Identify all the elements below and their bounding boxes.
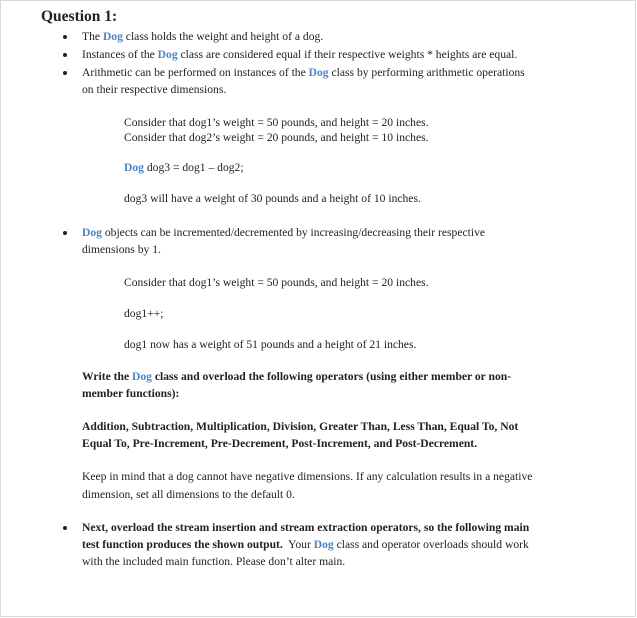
- dog-class-name: Dog: [132, 370, 152, 383]
- example-2-code: dog1++;: [124, 307, 164, 320]
- write-instruction-continuation: member functions):: [82, 387, 180, 400]
- dog-class-name: Dog: [124, 161, 144, 174]
- dog-class-name: Dog: [102, 30, 123, 43]
- bullet-icon: [63, 53, 67, 57]
- example-2-result: dog1 now has a weight of 51 pounds and a height of 21 inches.: [124, 338, 417, 351]
- question-title: Question 1:: [41, 8, 118, 25]
- example-1-line-1: Consider that dog1’s weight = 50 pounds, and height = 20 inches.: [124, 116, 429, 129]
- last-bullet-line-2: test function produces the shown output. Your Dog class and operator overloads should work: [82, 538, 529, 551]
- operators-line-2: Equal To, Pre-Increment, Pre-Decrement, Post-Increment, and Post-Decrement.: [82, 437, 478, 450]
- dog-class-name: Dog: [308, 66, 329, 79]
- bullet-icon: [63, 35, 67, 39]
- bullet-2-text: Instances of the Dog class are considered equal if their respective weights * heights are equal.: [82, 48, 518, 61]
- note-line-1: Keep in mind that a dog cannot have negative dimensions. If any calculation results in a negative: [82, 470, 533, 483]
- last-bullet-line-1: Next, overload the stream insertion and stream extraction operators, so the following main: [82, 521, 530, 534]
- last-bullet-line-3: with the included main function. Please don’t alter main.: [82, 555, 346, 568]
- operators-line-1: Addition, Subtraction, Multiplication, Division, Greater Than, Less Than, Equal To, Not: [82, 420, 519, 433]
- bullet-icon: [63, 231, 67, 235]
- bullet-4-continuation: dimensions by 1.: [82, 243, 161, 256]
- bullet-icon: [63, 526, 67, 530]
- example-1-line-2: Consider that dog2’s weight = 20 pounds, and height = 10 inches.: [124, 131, 429, 144]
- bullet-1-text: The Dog class holds the weight and height of a dog.: [82, 30, 324, 43]
- example-2-line-1: Consider that dog1’s weight = 50 pounds, and height = 20 inches.: [124, 276, 429, 289]
- example-1-code: Dog dog3 = dog1 – dog2;: [124, 161, 244, 174]
- dog-class-name: Dog: [82, 226, 102, 239]
- bullet-icon: [63, 71, 67, 75]
- bullet-3-continuation: on their respective dimensions.: [82, 83, 227, 96]
- write-instruction: Write the Dog class and overload the following operators (using either member or non-: [82, 370, 512, 383]
- dog-class-name: Dog: [157, 48, 178, 61]
- note-line-2: dimension, set all dimensions to the default 0.: [82, 488, 295, 501]
- example-1-result: dog3 will have a weight of 30 pounds and a height of 10 inches.: [124, 192, 421, 205]
- bullet-3-text: Arithmetic can be performed on instances of the Dog class by performing arithmetic operations: [82, 66, 525, 79]
- dog-class-name: Dog: [313, 538, 334, 551]
- bullet-4-text: Dog objects can be incremented/decremented by increasing/decreasing their respective: [82, 226, 486, 239]
